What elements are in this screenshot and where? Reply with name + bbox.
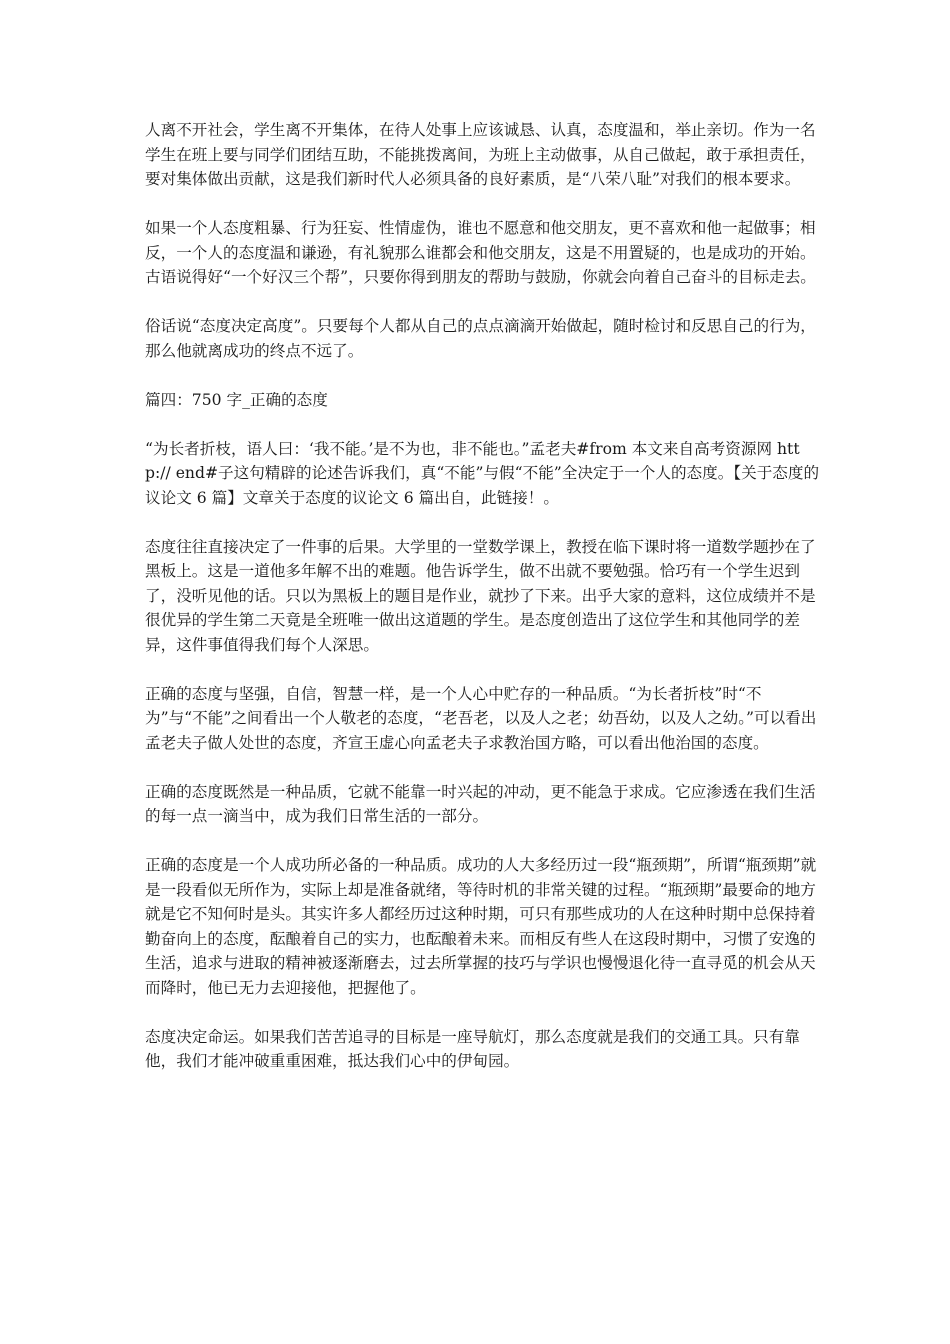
paragraph-7: 正确的态度既然是一种品质，它就不能靠一时兴起的冲动，更不能急于求成。它应渗透在我们生活的每一点一滴当中，成为我们日常生活的一部分。 (145, 782, 816, 825)
paragraph-8: 正确的态度是一个人成功所必备的一种品质。成功的人大多经历过一段“瓶颈期”，所谓“瓶颈期”就是一段看似无所作为，实际上却是准备就绪，等待时机的非常关键的过程。“瓶颈期”最要命的地方就是它不知何时是头。其实许多人都经历过这种时期，可只有那些成功的人在这种时期中总保持着勤奋向上的态度，酝酿着自己的实力，也酝酿着未来。而相反有些人在这段时期中，习惯了安逸的生活，追求与进取的精神被逐渐磨去，过去所掌握的技巧与学识也慢慢退化待一直寻觅的机会从天而降时，他已无力去迎接他，把握他了。 (145, 856, 817, 997)
paragraph-1: 人离不开社会，学生离不开集体，在待人处事上应该诚恳、认真，态度温和，举止亲切。作为一名学生在班上要与同学们团结互助，不能挑拨离间，为班上主动做事，从自己做起，敢于承担责任，要对集体做出贡献，这是我们新时代人必须具备的良好素质，是“八荣八耻”对我们的根本要求。 (145, 121, 816, 188)
section-heading: 篇四：750 字_正确的态度 (145, 390, 328, 409)
paragraph-4: “为长者折枝，语人曰：‘我不能。’是不为也，非不能也。”孟老夫#from 本文来自高考资源网 http:// end#子这句精辟的论述告诉我们，真“不能”与假“不能”全决定于一个人的态度。【关于态度的议论文 6 篇】文章关于态度的议论文 6 篇出自，此链接！。 (145, 439, 820, 507)
paragraph-9: 态度决定命运。如果我们苦苦追寻的目标是一座导航灯，那么态度就是我们的交通工具。只有靠他，我们才能冲破重重困难，抵达我们心中的伊甸园。 (145, 1027, 800, 1070)
paragraph-3: 俗话说“态度决定高度”。只要每个人都从自己的点点滴滴开始做起，随时检讨和反思自己的行为，那么他就离成功的终点不远了。 (145, 317, 816, 360)
paragraph-2: 如果一个人态度粗暴、行为狂妄、性情虚伪，谁也不愿意和他交朋友，更不喜欢和他一起做事；相反，一个人的态度温和谦逊，有礼貌那么谁都会和他交朋友，这是不用置疑的，也是成功的开始。古语说得好“一个好汉三个帮”，只要你得到朋友的帮助与鼓励，你就会向着自己奋斗的目标走去。 (145, 219, 816, 286)
paragraph-6: 正确的态度与坚强，自信，智慧一样，是一个人心中贮存的一种品质。“为长者折枝”时“不为”与“不能”之间看出一个人敬老的态度，“老吾老，以及人之老；幼吾幼，以及人之幼。”可以看出孟老夫子做人处世的态度，齐宣王虚心向孟老夫子求教治国方略，可以看出他治国的态度。 (145, 684, 817, 752)
paragraph-5: 态度往往直接决定了一件事的后果。大学里的一堂数学课上，教授在临下课时将一道数学题抄在了黑板上。这是一道他多年解不出的难题。他告诉学生，做不出就不要勉强。恰巧有一个学生迟到了，没听见他的话。只以为黑板上的题目是作业，就抄了下来。出乎大家的意料，这位成绩并不是很优异的学生第二天竟是全班唯一做出这道题的学生。是态度创造出了这位学生和其他同学的差异，这件事值得我们每个人深思。 (145, 537, 816, 654)
document-page (145, 118, 820, 1098)
